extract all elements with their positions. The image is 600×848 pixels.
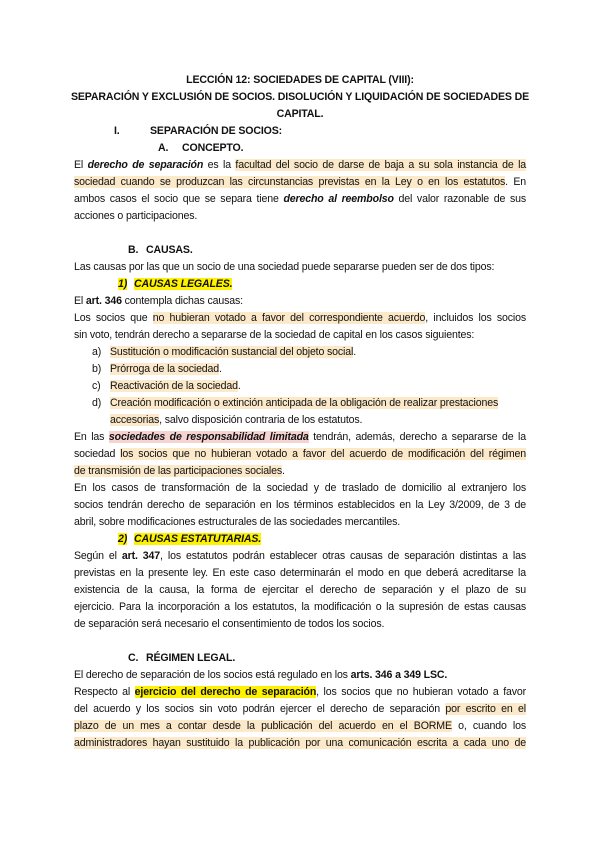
subsection-title: CAUSAS. xyxy=(146,244,193,256)
highlighted-text: facultad del socio de darse de baja a su sola instancia de la xyxy=(235,159,527,171)
list-number: 1) xyxy=(118,278,128,290)
paragraph-line: abril, sobre modificaciones estructurales de las sociedades mercantiles. xyxy=(74,516,401,528)
section-title: SEPARACIÓN DE SOCIOS: xyxy=(150,125,283,137)
paragraph-line: En los casos de transformación de la sociedad y de traslado de domicilio al extranjero los xyxy=(74,482,526,494)
paragraph-line: Según el art. 347, los estatutos podrán establecer otras causas de separación distintas a las xyxy=(74,550,527,562)
paragraph-line: de transmisión de las participaciones sociales. xyxy=(74,465,285,477)
paragraph-line: previstas en la presente ley. En este caso determinarán el modo en que deberá acreditarse la xyxy=(74,567,526,579)
lesson-title: LECCIÓN 12: SOCIEDADES DE CAPITAL (VIII): xyxy=(186,74,414,86)
paragraph-line: El art. 346 contempla dichas causas: xyxy=(74,295,243,307)
paragraph-line: de separación será necesario el consentimiento de todos los socios. xyxy=(74,618,385,630)
section-number: I. xyxy=(114,125,120,137)
paragraph-line: ambos casos el socio que se separa tiene derecho al reembolso del valor razonable de sus xyxy=(74,193,526,205)
paragraph-line: plazo de un mes a contar desde la publicación del acuerdo en el BORME o, cuando los xyxy=(74,720,526,732)
highlighted-text: no hubieran votado a favor del correspondiente acuerdo xyxy=(152,312,426,324)
paragraph-line: En las sociedades de responsabilidad limitada tendrán, además, derecho a separarse de la xyxy=(74,431,526,443)
highlighted-text: los socios que no hubieran votado a favor del acuerdo de modificación del régimen xyxy=(120,448,527,460)
paragraph-line: El derecho de separación es la facultad del socio de darse de baja a su sola instancia de la xyxy=(74,159,527,171)
term: derecho de separación xyxy=(87,159,204,171)
paragraph-line: del acuerdo y los socios sin voto podrán ejercer el derecho de separación por escrito en el xyxy=(74,703,526,715)
paragraph-line: Respecto al ejercicio del derecho de separación, los socios que no hubieran votado a favor xyxy=(74,686,526,698)
highlighted-text: por escrito en el xyxy=(445,703,526,715)
paragraph-line: El derecho de separación de los socios está regulado en los arts. 346 a 349 LSC. xyxy=(74,669,448,681)
document-page: LECCIÓN 12: SOCIEDADES DE CAPITAL (VIII): SEPARACIÓN Y EXCLUSIÓN DE SOCIOS. DISOLUCIÓN Y LIQUIDACIÓN DE SOCIEDADES DE CAPITAL. I. SEPARACIÓN DE SOCIOS: A. CONCEPTO. El derecho de separación es la facultad del socio de darse de baja a su sola instancia de la sociedad cuando se produzcan las circunstancias previstas en la Ley o en los estatutos. En ambos casos el socio que se separa tiene derecho al reembolso del valor razonable de sus acciones o participaciones. B. CAUSAS. Las causas por las que un socio de una sociedad puede separarse pueden ser de dos tipos: 1) CAUSAS LEGALES. El art. 346 contempla dichas causas: Los socios que no hubieran votado a favor del correspondiente acuerdo, incluidos los socios sin voto, tendrán derecho a separarse de la sociedad de capital en los casos siguientes: a) Sustitución o modificación sustancial del objeto social. b) Prórroga de la sociedad. c) Reactivación de la sociedad. d) Creación modificación o extinción anticipada de la obligación de realizar prestaciones accesorias, salvo disposición contraria de los estatutos. En las sociedades de responsabilidad limitada tendrán, además, derecho a separarse de la sociedad los socios que no hubieran votado a favor del acuerdo de modificación del régimen de transmisión de las participaciones sociales. En los casos de transformación de la sociedad y de traslado de domicilio al extranjero los socios tendrán derecho de separación en los términos establecidos en la Ley 3/2009, de 3 de abril, sobre modificaciones estructurales de las sociedades mercantiles. 2) CAUSAS ESTATUTARIAS. Según el art. 347, los estatutos podrán establecer otras causas de separación distintas a las previstas en la presente ley. En este caso determinarán el modo en que deberá acreditarse la existencia de la causa, la forma de ejercitar el derecho de separación y el plazo de su ejercicio. Para la incorporación a los estatutos, la modificación o la supresión de estas causas de separación será necesario el consentimiento de todos los socios. C. RÉGIMEN LEGAL. El derecho de separación de los socios está regulado en los arts. 346 a 349 LSC. Respecto al ejercicio del derecho de separación, los socios que no hubieran votado a favor del acuerdo y los socios sin voto podrán ejercer el derecho de separación por escrito en el plazo de un mes a contar desde la publicación del acuerdo en el BORME o, cuando los administradores hayan sustituido la publicación por una comunicación escrita a cada uno de xyxy=(0,0,600,848)
subsection-title: RÉGIMEN LEGAL. xyxy=(146,652,236,664)
paragraph-line xyxy=(74,735,526,752)
subsection-letter: A. xyxy=(158,142,169,154)
list-heading: CAUSAS LEGALES. xyxy=(134,278,233,290)
highlighted-text: sociedad cuando se produzcan las circunstancias previstas en la Ley o en los estatutos xyxy=(74,176,506,188)
highlighted-text: administradores hayan sustituido la publicación por una comunicación escrita a cada uno de xyxy=(74,737,526,749)
subsection-letter: B. xyxy=(128,244,139,256)
paragraph-line: acciones o participaciones. xyxy=(74,210,198,222)
paragraph-line: Los socios que no hubieran votado a favor del correspondiente acuerdo, incluidos los socios xyxy=(74,312,526,324)
highlighted-term: ejercicio del derecho de separación xyxy=(134,686,317,698)
paragraph-line: sociedad cuando se produzcan las circunstancias previstas en la Ley o en los estatutos. En xyxy=(74,176,527,188)
list-number: 2) xyxy=(118,533,128,545)
term: derecho al reembolso xyxy=(283,193,394,205)
lesson-subtitle-end: CAPITAL. xyxy=(276,108,324,120)
paragraph-line: socios tendrán derecho de separación en los términos establecidos en la Ley 3/2009, de 3 de xyxy=(74,499,526,511)
paragraph-line: Las causas por las que un socio de una sociedad puede separarse pueden ser de dos tipos: xyxy=(74,261,495,273)
paragraph-line: ejercicio. Para la incorporación a los estatutos, la modificación o la supresión de estas causas xyxy=(74,601,526,613)
subsection-title: CONCEPTO. xyxy=(182,142,244,154)
list-heading: CAUSAS ESTATUTARIAS. xyxy=(134,533,262,545)
subsection-letter: C. xyxy=(128,652,139,664)
paragraph-line: sociedad los socios que no hubieran votado a favor del acuerdo de modificación del régimen xyxy=(74,448,527,460)
highlighted-term: sociedades de responsabilidad limitada xyxy=(108,431,309,443)
paragraph-line: sin voto, tendrán derecho a separarse de la sociedad de capital en los casos siguientes: xyxy=(74,329,475,341)
paragraph-line: existencia de la causa, la forma de ejercitar el derecho de separación y el plazo de su xyxy=(74,584,526,596)
highlighted-text: plazo de un mes a contar desde la publicación del acuerdo en el BORME xyxy=(74,720,452,732)
lesson-subtitle: SEPARACIÓN Y EXCLUSIÓN DE SOCIOS. DISOLUCIÓN Y LIQUIDACIÓN DE SOCIEDADES DE xyxy=(70,91,530,103)
highlighted-text: de transmisión de las participaciones sociales xyxy=(74,465,283,477)
